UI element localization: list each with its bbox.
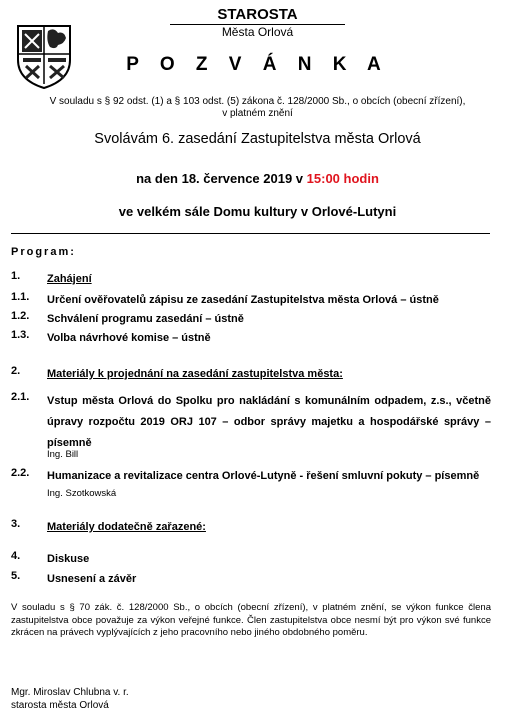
item-number: 3. [11, 518, 21, 530]
item-responsible-person: Ing. Szotkowská [47, 488, 117, 499]
signatory-name: Mgr. Miroslav Chlubna v. r. [11, 687, 129, 698]
item-number: 1.2. [11, 310, 30, 322]
item-text: Schválení programu zasedání – ústně [47, 313, 244, 325]
meeting-time: 15:00 hodin [306, 171, 379, 186]
item-text: Diskuse [47, 553, 90, 565]
item-number: 2.1. [11, 391, 30, 403]
item-number: 1.3. [11, 329, 30, 341]
item-text: Zahájení [47, 273, 92, 285]
legal-basis [20, 96, 495, 120]
signatory-role: starosta města Orlová [11, 700, 109, 711]
item-number: 1. [11, 270, 21, 282]
item-text: Určení ověřovatelů zápisu ze zasedání Zastupitelstva města Orlová – ústně [47, 294, 439, 306]
divider [11, 233, 490, 234]
office-title: STAROSTA [170, 6, 345, 25]
document-heading: P O Z V Á N K A [126, 54, 389, 75]
legal-basis-line-2: v platném znění [222, 108, 293, 119]
program-label: Program: [11, 246, 76, 258]
item-number: 2.2. [11, 467, 30, 479]
item-number: 2. [11, 365, 21, 377]
item-text: Materiály k projednání na zasedání zastupitelstva města: [47, 368, 343, 380]
item-text: Vstup města Orlová do Spolku pro nakládání s komunálním odpadem, z.s., včetně úpravy rozpočtu 2019 ORJ 107 – odbor správy majetku a hospodářské správy – písemně [47, 395, 491, 449]
item-number: 1.1. [11, 291, 30, 303]
item-text: Humanizace a revitalizace centra Orlové-Lutyně - řešení smluvní pokuty – písemně [47, 470, 480, 482]
item-text: Usnesení a závěr [47, 573, 137, 585]
closing-note: V souladu s § 70 zák. č. 128/2000 Sb., o obcích (obecní zřízení), v platném znění, se výkon funkce člena zastupitelstva obce považuje za výkon veřejné funkce. Člen zastupitelstva obce nesmí být pro výkon své funkce zkrácen na právech vyplývajících z jeho pracovního nebo jiného obdobného poměru. [11, 602, 491, 638]
meeting-place: ve velkém sále Domu kultury v Orlové-Lutyni [118, 204, 397, 219]
legal-basis-line-1: V souladu s § 92 odst. (1) a § 103 odst. (5) zákona č. 128/2000 Sb., o obcích (obecní zřízení), [49, 96, 466, 107]
convocation-text: Svolávám 6. zasedání Zastupitelstva města Orlová [94, 131, 421, 147]
meeting-date [0, 171, 515, 186]
office-subtitle: Města Orlová [221, 25, 294, 39]
item-number: 4. [11, 550, 21, 562]
item-text: Volba návrhové komise – ústně [47, 332, 211, 344]
item-number: 5. [11, 570, 21, 582]
item-text: Materiály dodatečně zařazené: [47, 521, 206, 533]
meeting-date-prefix: na den 18. července 2019 v [136, 171, 307, 186]
item-responsible-person: Ing. Bill [47, 449, 79, 460]
